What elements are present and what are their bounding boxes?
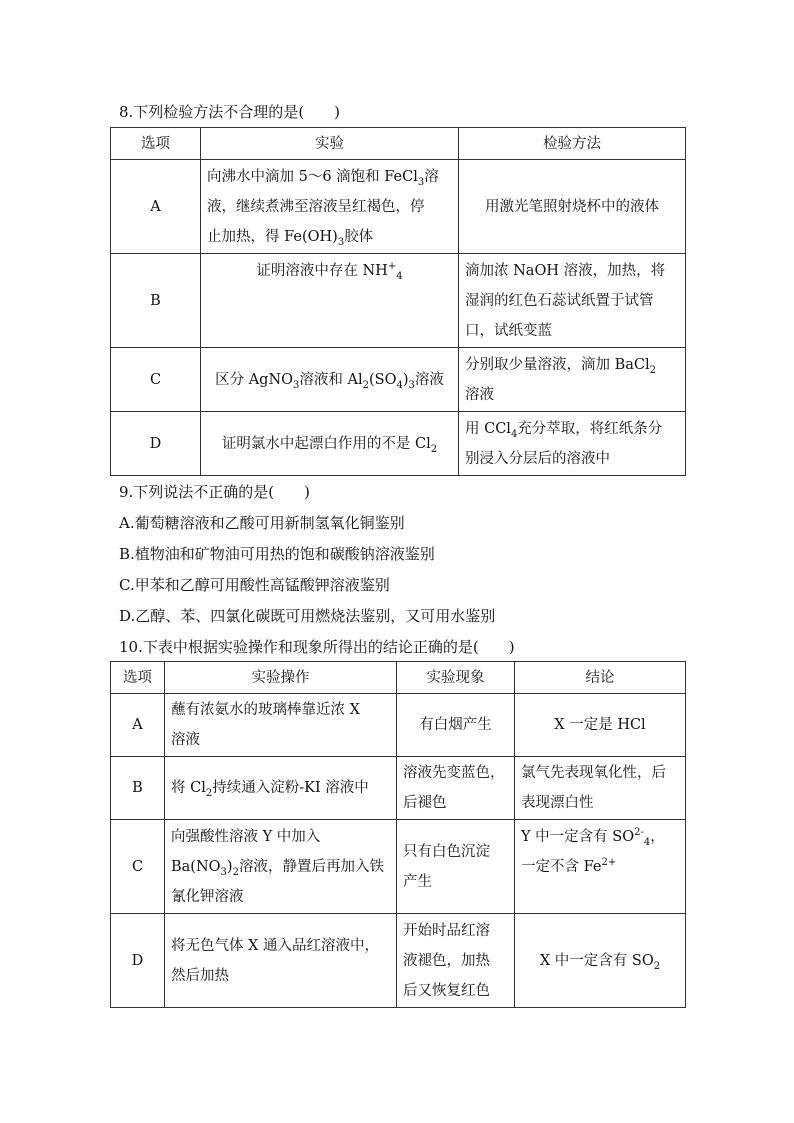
q9-option-c: C.甲苯和乙醇可用酸性高锰酸钾溶液鉴别	[119, 576, 390, 594]
phenomenon-cell: 开始时品红溶 液褪色，加热 后又恢复红色	[397, 914, 515, 1008]
q9-option-b: B.植物油和矿物油可用热的饱和碳酸钠溶液鉴别	[119, 545, 435, 563]
method-cell: 滴加浓 NaOH 溶液，加热，将 湿润的红色石蕊试纸置于试管 口，试纸变蓝	[459, 254, 686, 348]
conclusion-cell: X 一定是 HCl	[515, 694, 686, 757]
q10-row-d	[111, 914, 686, 1008]
q9-option-a: A.葡萄糖溶液和乙酸可用新制氢氧化铜鉴别	[119, 514, 405, 532]
option-label: A	[111, 694, 165, 757]
q10-header-operation: 实验操作	[165, 662, 397, 694]
experiment-cell: 向沸水中滴加 5～6 滴饱和 FeCl$_3$溶 液，继续煮沸至溶液呈红褐色，停 止加热，得 $Fe(OH)_3$胶体	[201, 160, 459, 254]
q8-title: 8.下列检验方法不合理的是( )	[119, 103, 341, 121]
q8-row-c	[111, 348, 686, 412]
operation-cell: 将无色气体 X 通入品红溶液中， 然后加热	[165, 914, 397, 1008]
conclusion-cell: 氯气先表现氧化性，后 表现漂白性	[515, 757, 686, 820]
method-cell: 分别取少量溶液，滴加 BaCl$_2$ 溶液	[459, 348, 686, 412]
q9-title: 9.下列说法不正确的是( )	[119, 483, 311, 501]
q8-row-b	[111, 254, 686, 348]
option-label: A	[111, 160, 201, 254]
q10-table	[110, 661, 686, 1008]
option-label: B	[111, 757, 165, 820]
q10-header-option: 选项	[111, 662, 165, 694]
q10-row-c	[111, 820, 686, 914]
q10-header-row	[111, 662, 686, 694]
q10-row-b	[111, 757, 686, 820]
q8-header-experiment: 实验	[201, 128, 459, 160]
phenomenon-cell: 溶液先变蓝色， 后褪色	[397, 757, 515, 820]
operation-cell: 将 $Cl_2$持续通入淀粉-KI 溶液中	[165, 757, 397, 820]
operation-cell: 蘸有浓氨水的玻璃棒靠近浓 X 溶液	[165, 694, 397, 757]
conclusion-cell: X 中一定含有 $SO_2$	[515, 914, 686, 1008]
q8-header-row	[111, 128, 686, 160]
q10-header-conclusion: 结论	[515, 662, 686, 694]
experiment-cell: 证明氯水中起漂白作用的不是 $Cl_2$	[201, 412, 459, 476]
phenomenon-cell: 只有白色沉淀 产生	[397, 820, 515, 914]
q8-row-a	[111, 160, 686, 254]
q9-option-d: D.乙醇、苯、四氯化碳既可用燃烧法鉴别，又可用水鉴别	[119, 607, 496, 625]
experiment-cell: 区分 AgNO$_3$溶液和 $Al_2(SO_4)_3$溶液	[201, 348, 459, 412]
q10-row-a	[111, 694, 686, 757]
option-label: D	[111, 412, 201, 476]
q10-title: 10.下表中根据实验操作和现象所得出的结论正确的是( )	[119, 638, 515, 656]
method-cell: 用激光笔照射烧杯中的液体	[459, 160, 686, 254]
q10-header-phenomenon: 实验现象	[397, 662, 515, 694]
q8-header-option: 选项	[111, 128, 201, 160]
option-label: D	[111, 914, 165, 1008]
option-label: B	[111, 254, 201, 348]
conclusion-cell: Y 中一定含有 $SO^{2-}_4$， 一定不含 $Fe^{2+}$	[515, 820, 686, 914]
operation-cell: 向强酸性溶液 Y 中加入 $Ba(NO_3)_2$溶液，静置后再加入铁 氰化钾溶液	[165, 820, 397, 914]
option-label: C	[111, 820, 165, 914]
q8-header-method: 检验方法	[459, 128, 686, 160]
q8-row-d	[111, 412, 686, 476]
option-label: C	[111, 348, 201, 412]
experiment-cell: 证明溶液中存在 $NH^+_4$	[201, 254, 459, 348]
method-cell: 用 CCl$_4$充分萃取，将红纸条分 别浸入分层后的溶液中	[459, 412, 686, 476]
phenomenon-cell: 有白烟产生	[397, 694, 515, 757]
q8-table	[110, 127, 686, 476]
